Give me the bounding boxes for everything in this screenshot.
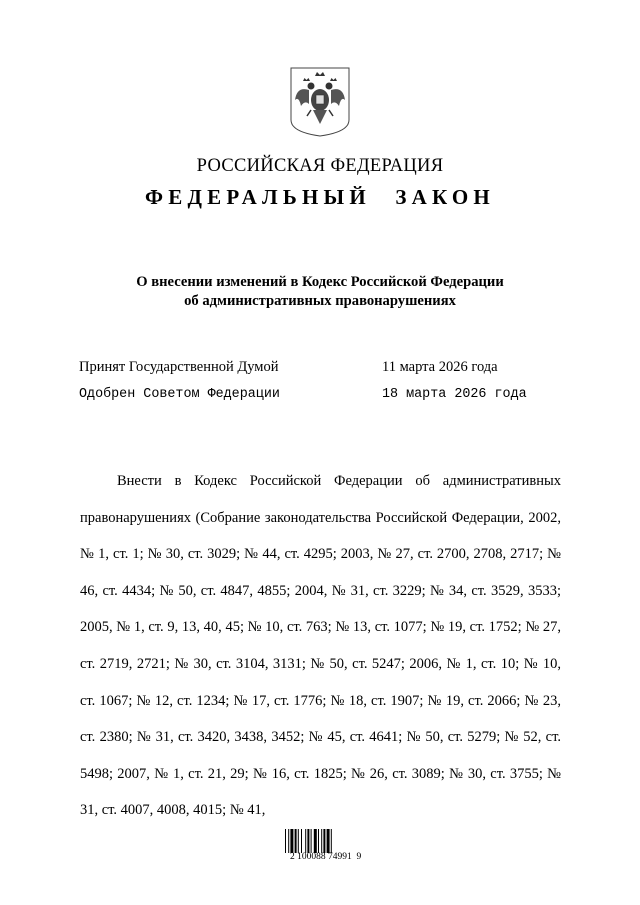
duma-date: 11 марта 2026 года [382,359,498,375]
barcode-icon [285,825,359,853]
country-heading: РОССИЙСКАЯ ФЕДЕРАЦИЯ [196,156,444,176]
council-label: Одобрен Советом Федерации [79,387,280,402]
law-body [80,463,561,829]
body-paragraph: Внести в Кодекс Российской Федерации об административных правонарушениях (Собрание законодательства Российской Федерации, 2002, № 1, ст. 1; № 30, ст. 3029; № 44, ст. 4295; 2003, № 27, ст. 2700, 2708, 2717; № 46, ст. 4434; № 50, ст. 4847, 4855; 2004, № 31, ст. 3229; № 34, ст. 3529, 3533; 2005, № 1, ст. 9, 13, 40, 45; № 10, ст. 763; № 13, ст. 1077; № 19, ст. 1752; № 27, ст. 2719, 2721; № 30, ст. 3104, 3131; № 50, ст. 5247; 2006, № 1, ст. 10; № 10, ст. 1067; № 12, ст. 1234; № 17, ст. 1776; № 18, ст. 1907; № 19, ст. 2066; № 23, ст. 2380; № 31, ст. 3420, 3438, 3452; № 45, ст. 4641; № 50, ст. 5279; № 52, ст. 5498; 2007, № 1, ст. 21, 29; № 16, ст. 1825; № 26, ст. 3089; № 30, ст. 3755; № 31, ст. 4007, 4008, 4015; № 41, [80,473,561,819]
law-subject-title [0,273,640,311]
law-subject-line-2: об административных правонарушениях [184,293,456,309]
barcode-number: 2 100088 74991 9 [290,852,362,862]
law-subject-line-1: О внесении изменений в Кодекс Российской Федерации [136,274,504,290]
document-type-heading: ФЕДЕРАЛЬНЫЙ ЗАКОН [145,185,495,209]
council-date: 18 марта 2026 года [382,387,527,402]
duma-label: Принят Государственной Думой [79,359,279,375]
russian-coat-of-arms-icon [289,66,351,138]
